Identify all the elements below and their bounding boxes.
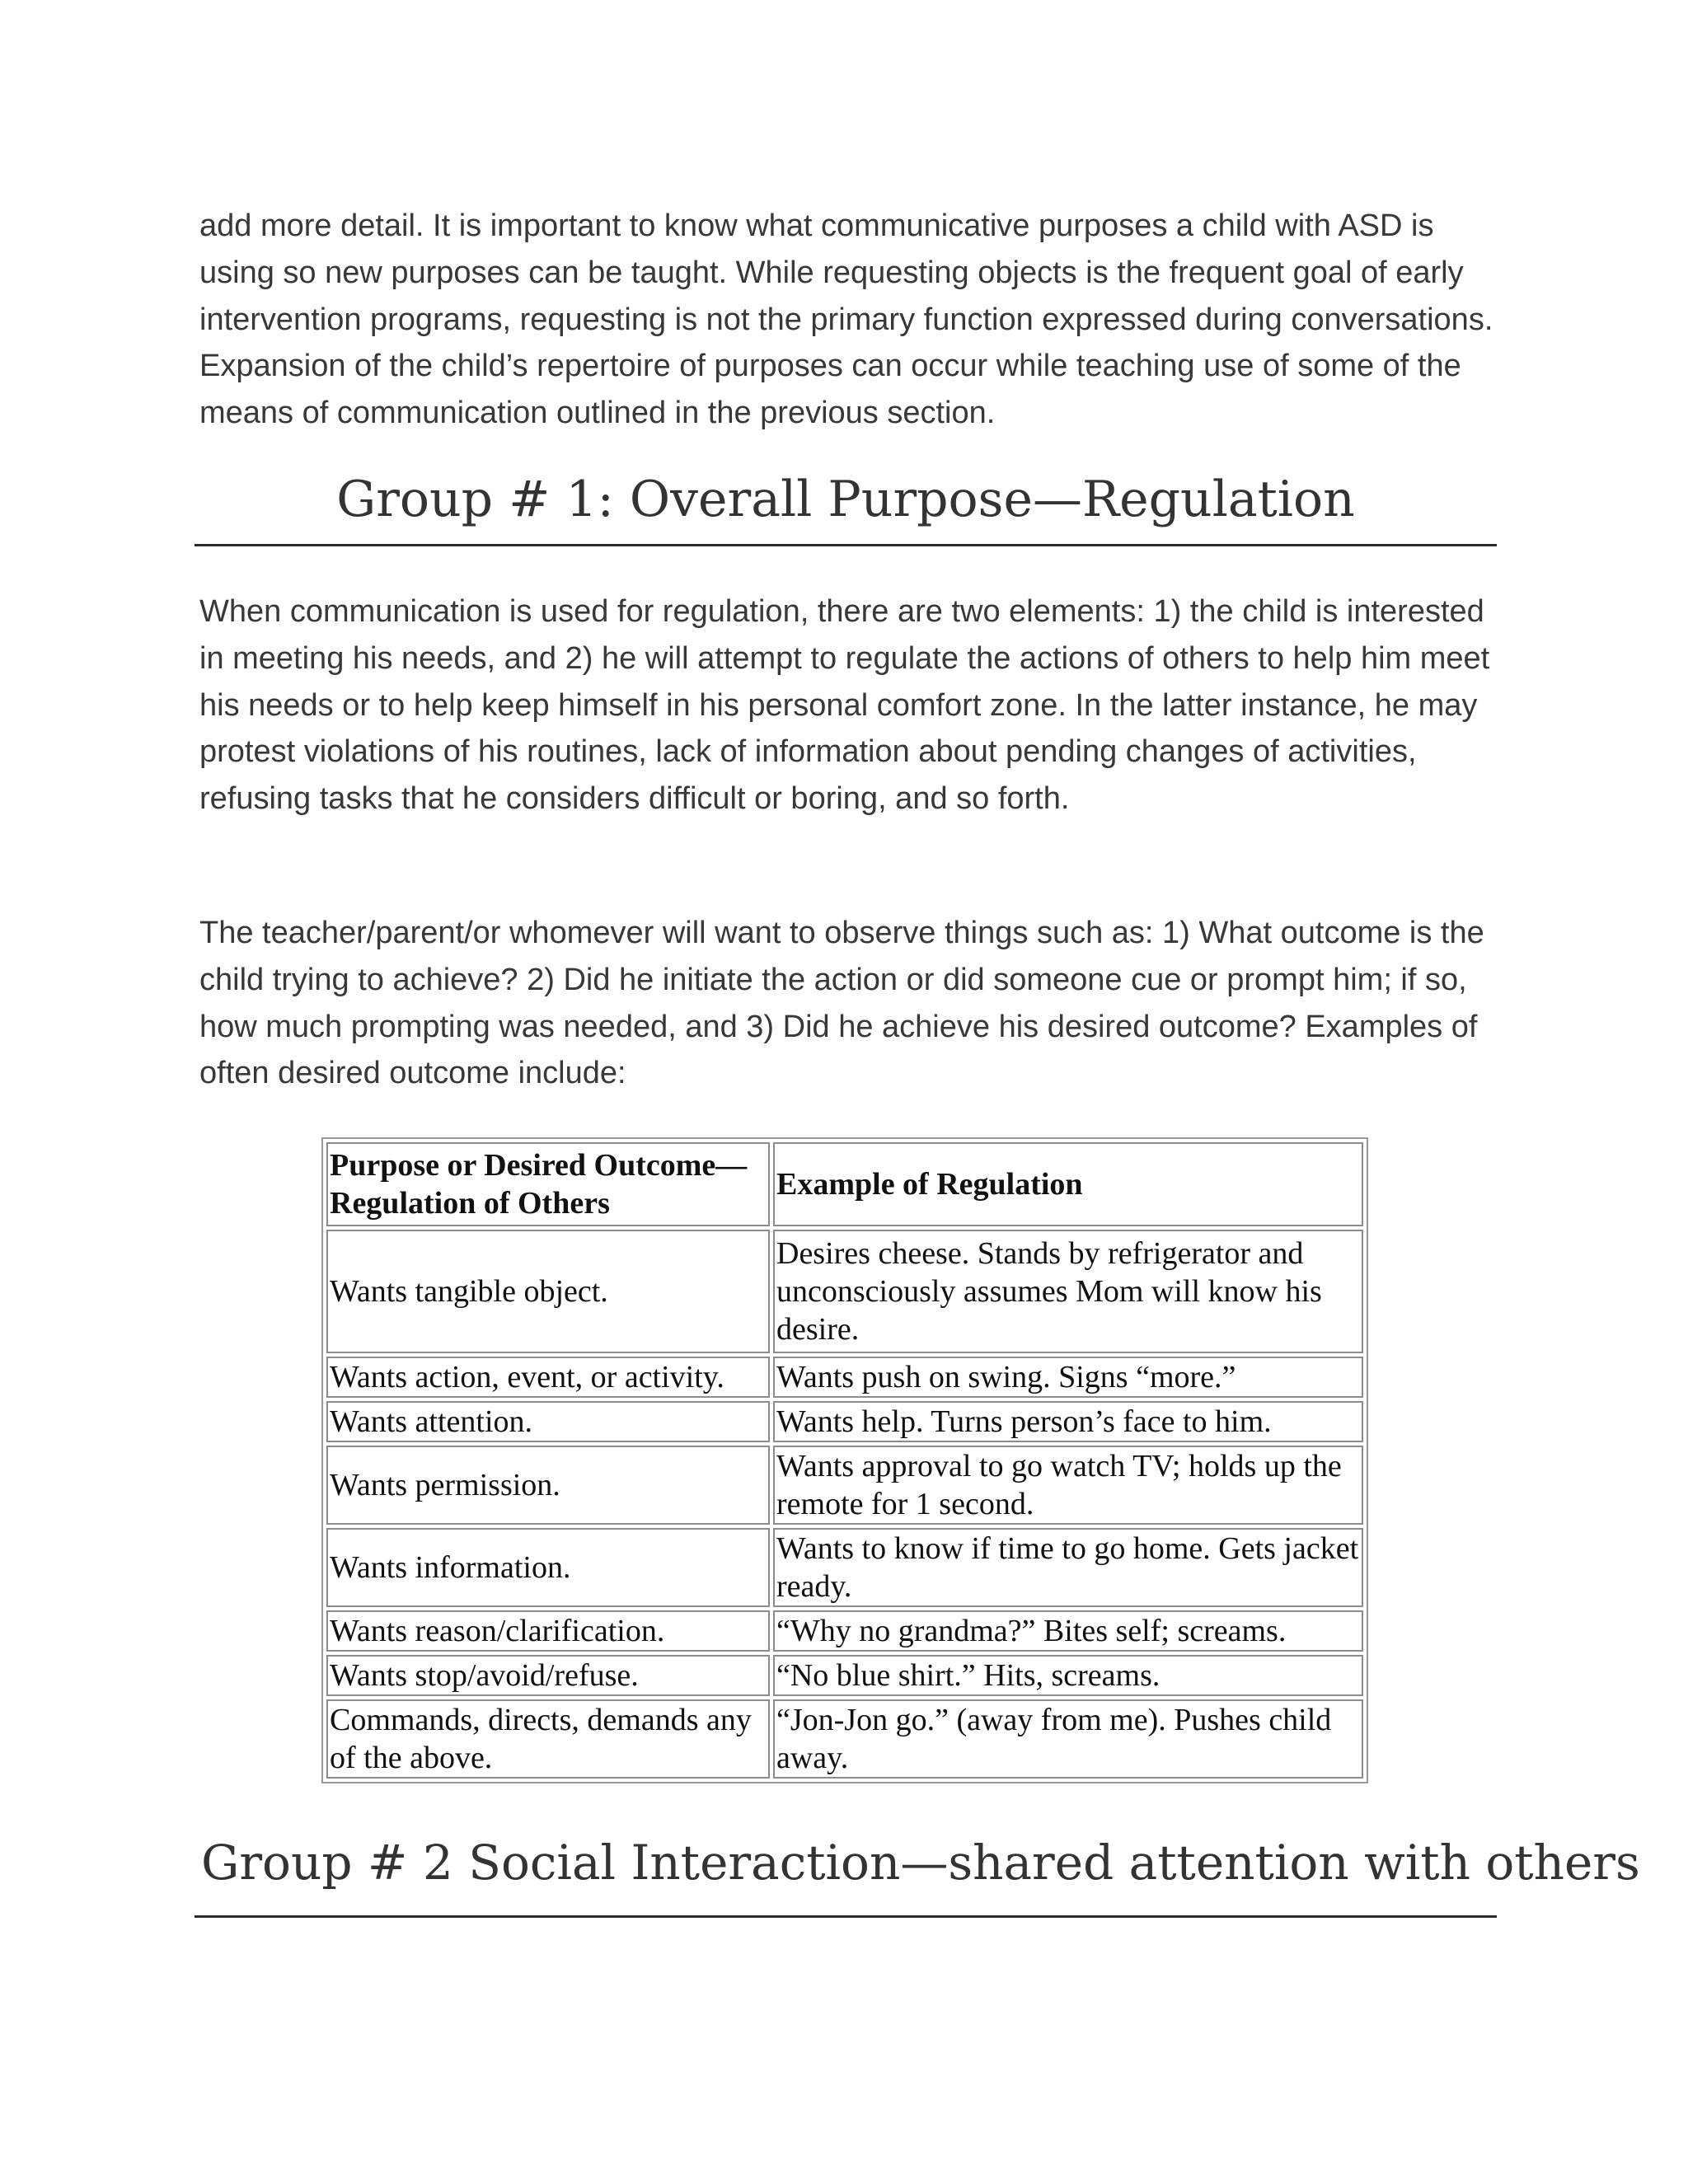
group2-heading-rule [195,1915,1497,1918]
header-example: Example of Regulation [773,1142,1363,1226]
header-purpose: Purpose or Desired Outcome—Regulation of Others [326,1142,770,1226]
table-row [326,1230,1363,1353]
table-row [326,1357,1363,1398]
purpose-cell: Wants tangible object. [326,1230,770,1353]
regulation-table-wrapper [321,1137,1368,1783]
purpose-cell: Wants attention. [326,1401,770,1442]
purpose-cell: Commands, directs, demands any of the above. [326,1699,770,1779]
purpose-cell: Wants action, event, or activity. [326,1357,770,1398]
table-row [326,1446,1363,1525]
table-row [326,1610,1363,1652]
intro-paragraph: add more detail. It is important to know what communicative purposes a child with ASD is using so new purposes can be taught. While requesting objects is the frequent goal of early intervention programs, requesting is not the primary function expressed during conversations. Expansion of the child’s repertoire of purposes can occur while teaching use of some of the means of communication outlined in the previous section. [199,209,1493,431]
example-cell: Wants push on swing. Signs “more.” [773,1357,1363,1398]
example-cell: Wants to know if time to go home. Gets jacket ready. [773,1528,1363,1607]
group1-paragraph-1: When communication is used for regulation, there are two elements: 1) the child is interested in meeting his needs, and 2) he will attempt to regulate the actions of others to help him meet his needs or to help keep himself in his personal comfort zone. In the latter instance, he may protest violations of his routines, lack of information about pending changes of activities, refusing tasks that he considers difficult or boring, and so forth. [199,594,1490,817]
table-row [326,1699,1363,1779]
group1-paragraph-2: The teacher/parent/or whomever will want to observe things such as: 1) What outcome is the child trying to achieve? 2) Did he initiate the action or did someone cue or prompt him; if so, how much prompting was needed, and 3) Did he achieve his desired outcome? Examples of often desired outcome include: [199,916,1484,1091]
table-row [326,1528,1363,1607]
purpose-cell: Wants information. [326,1528,770,1607]
example-cell: “Why no grandma?” Bites self; screams. [773,1610,1363,1652]
group1-heading-rule [195,544,1497,546]
table-header-row [326,1142,1363,1226]
group1-heading: Group # 1: Overall Purpose—Regulation [336,471,1355,528]
regulation-table [321,1137,1368,1783]
example-cell: “No blue shirt.” Hits, screams. [773,1655,1363,1696]
purpose-cell: Wants stop/avoid/refuse. [326,1655,770,1696]
group2-heading: Group # 2 Social Interaction—shared attention with others [201,1835,1640,1891]
table-row [326,1655,1363,1696]
table-row [326,1401,1363,1442]
example-cell: “Jon-Jon go.” (away from me). Pushes child away. [773,1699,1363,1779]
purpose-cell: Wants permission. [326,1446,770,1525]
example-cell: Wants help. Turns person’s face to him. [773,1401,1363,1442]
purpose-cell: Wants reason/clarification. [326,1610,770,1652]
example-cell: Wants approval to go watch TV; holds up the remote for 1 second. [773,1446,1363,1525]
example-cell: Desires cheese. Stands by refrigerator and unconsciously assumes Mom will know his desire. [773,1230,1363,1353]
